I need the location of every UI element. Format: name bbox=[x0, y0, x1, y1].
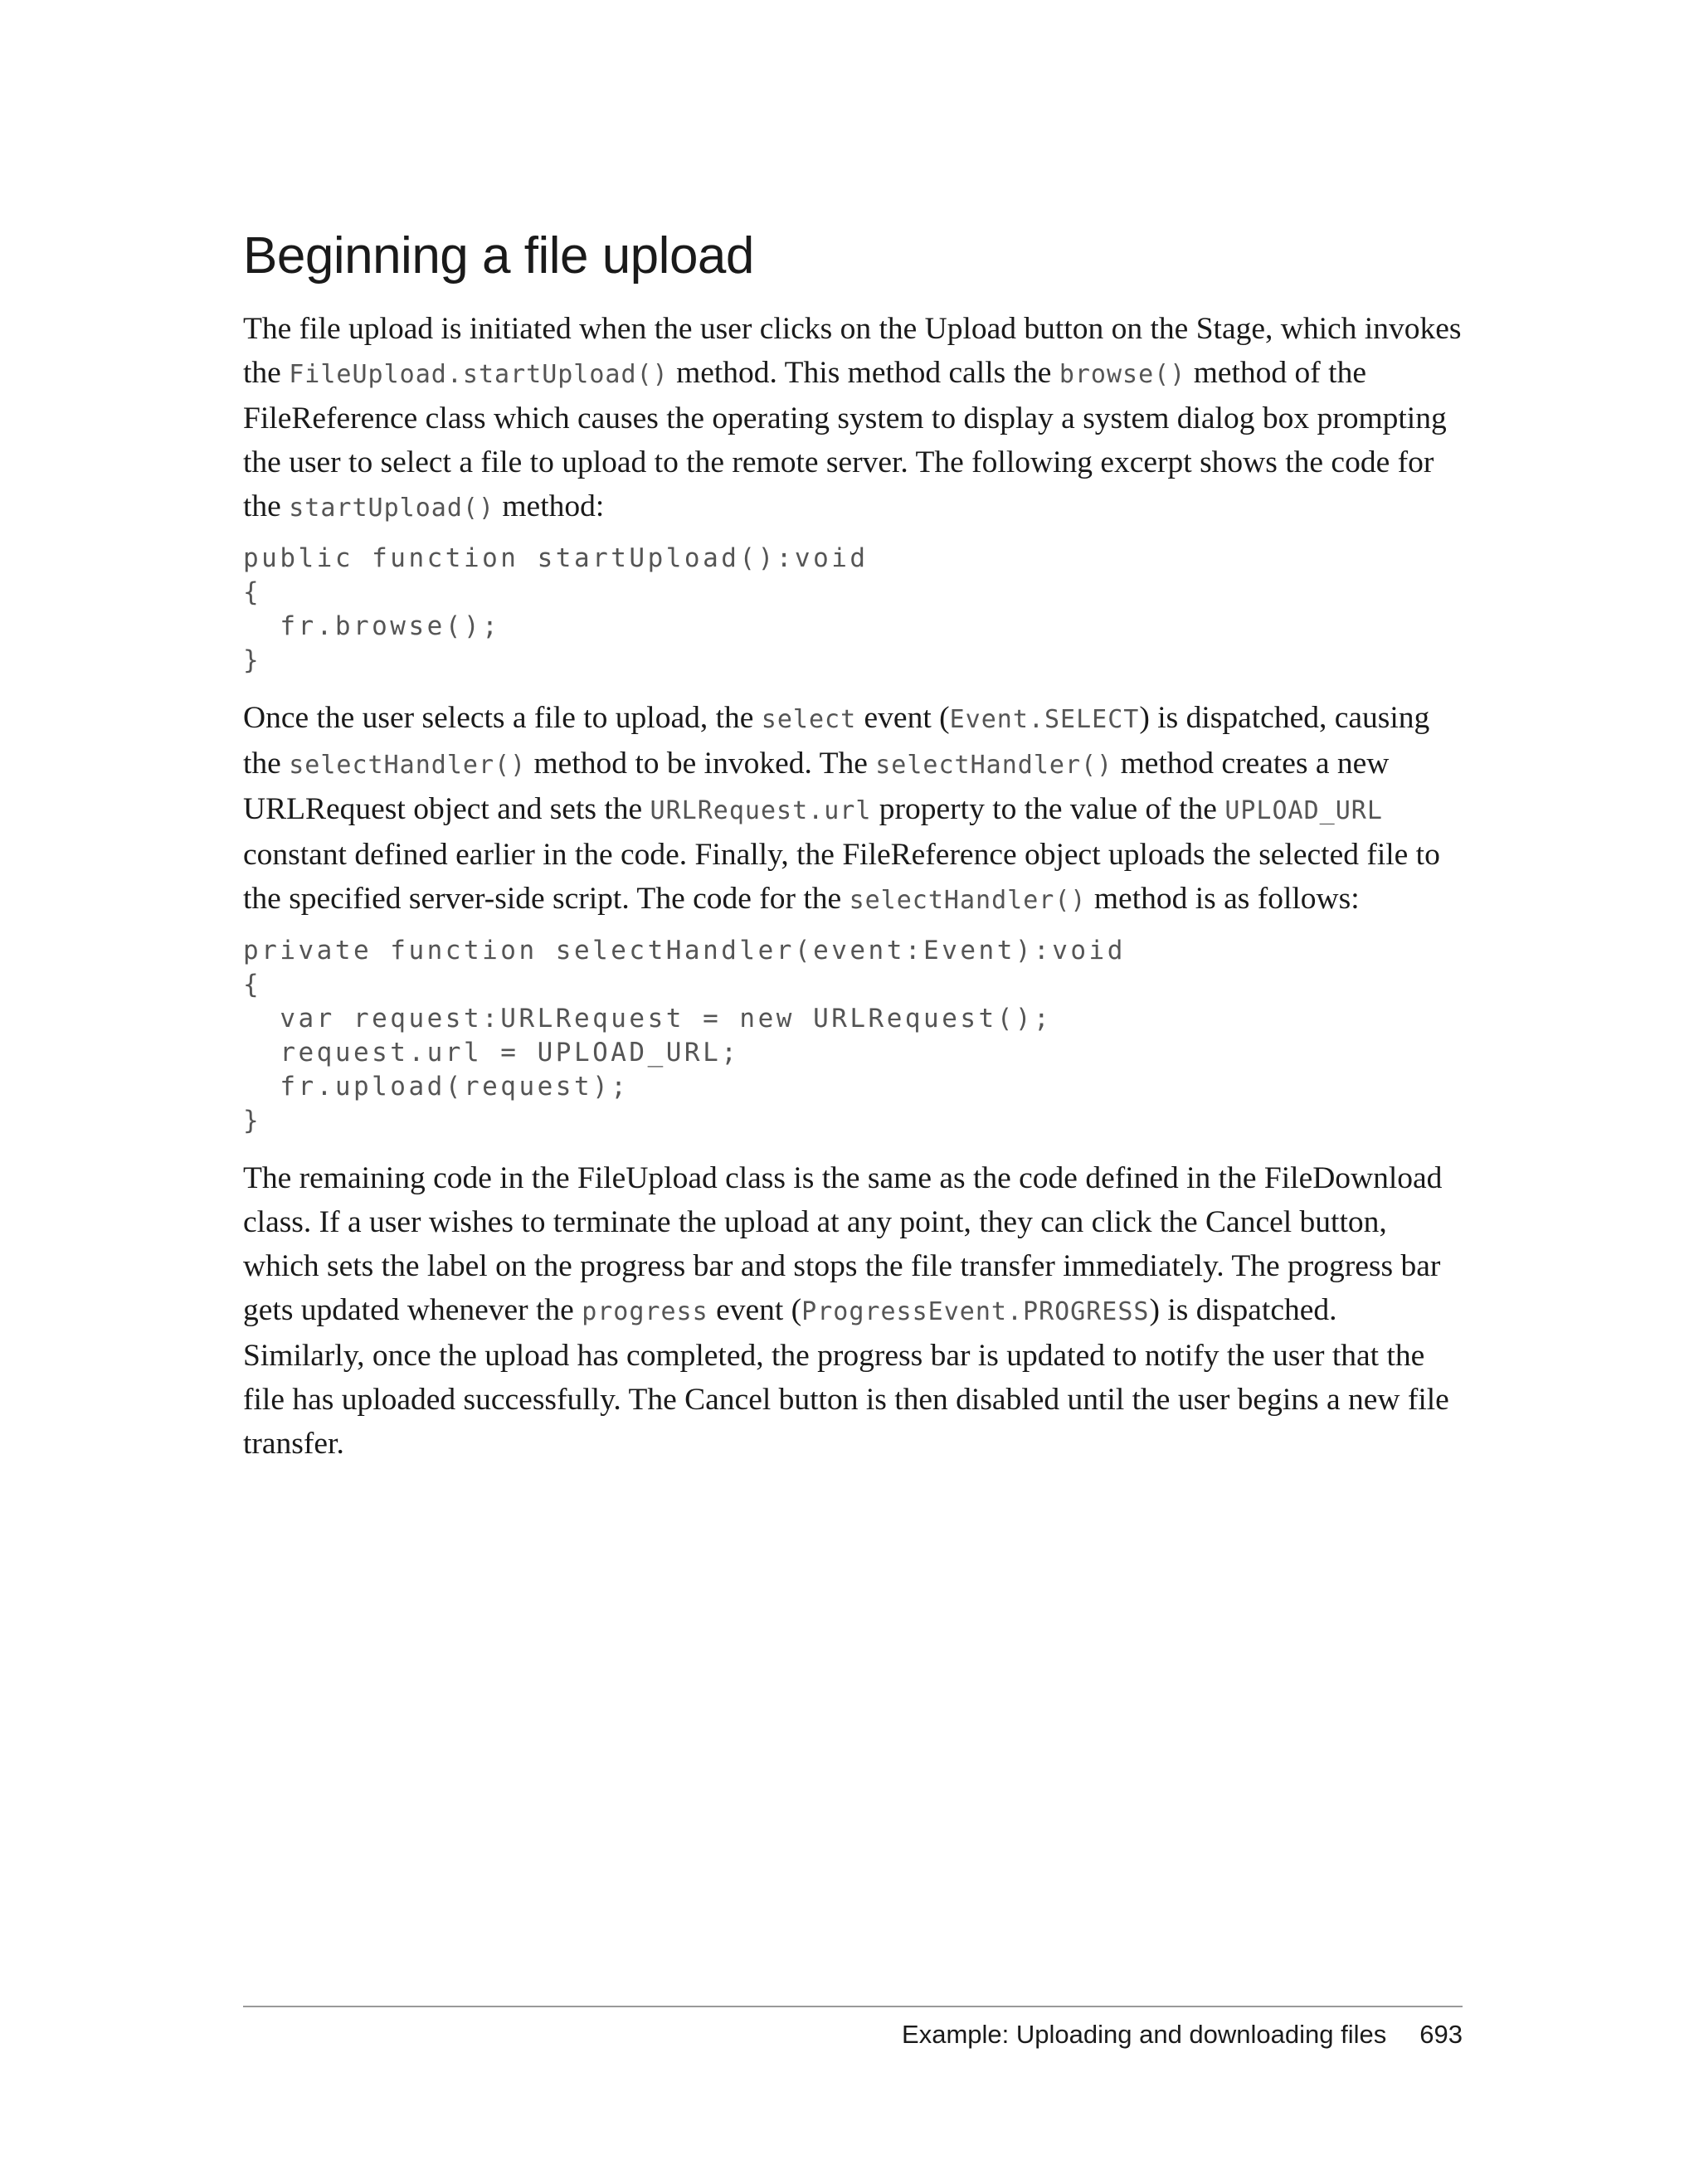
code-block-start-upload: public function startUpload():void { fr.browse(); } bbox=[243, 543, 869, 675]
text-run: method to be invoked. The bbox=[526, 747, 876, 781]
text-run: method. This method calls the bbox=[668, 356, 1059, 390]
code-block-select-handler: private function selectHandler(event:Event):void { var request:URLRequest = new URLRequest(); request.url = UPLOAD_URL; fr.upload(request); } bbox=[243, 936, 1126, 1136]
page-number: 693 bbox=[1419, 2020, 1463, 2049]
text-run: event ( bbox=[708, 1293, 802, 1327]
text-run: method creates a new URLRequest object and sets the bbox=[243, 747, 1390, 826]
inline-code: selectHandler() bbox=[289, 751, 527, 780]
text-run: The remaining code in the FileUpload class is the same as the code defined in the FileDownload class. If a user wishes to terminate the upload at any point, they can click the Cancel button, which sets the label on the progress bar and stops the file transfer immediately. The progress bar gets updated whenever the bbox=[243, 1161, 1443, 1327]
inline-code: Event.SELECT bbox=[949, 705, 1140, 734]
page-footer bbox=[902, 2020, 1463, 2050]
inline-code: ProgressEvent.PROGRESS bbox=[801, 1297, 1150, 1326]
text-run: Once the user selects a file to upload, the bbox=[243, 701, 762, 735]
text-run: ) is dispatched, causing the bbox=[243, 701, 1430, 781]
text-run: The file upload is initiated when the user clicks on the Upload button on the Stage, which invokes the bbox=[243, 312, 1462, 390]
footer-section-title: Example: Uploading and downloading files bbox=[902, 2020, 1387, 2049]
page-content bbox=[243, 222, 1463, 1477]
inline-code: progress bbox=[582, 1297, 708, 1326]
footer-divider bbox=[243, 2006, 1463, 2007]
text-run: method: bbox=[494, 489, 605, 523]
text-run: ) is dispatched. Similarly, once the upload has completed, the progress bar is updated to notify the user that the file has uploaded successfully. The Cancel button is then disabled until the user begins a new file transfer. bbox=[243, 1293, 1449, 1461]
text-run: property to the value of the bbox=[871, 792, 1225, 826]
inline-code: FileUpload.startUpload() bbox=[289, 360, 669, 389]
inline-code: select bbox=[761, 705, 857, 734]
text-run: event ( bbox=[856, 701, 950, 735]
text-run: method is as follows: bbox=[1086, 882, 1360, 916]
paragraph-remaining bbox=[243, 1156, 1463, 1466]
inline-code: startUpload() bbox=[289, 494, 495, 523]
paragraph-select-handler bbox=[243, 696, 1463, 922]
text-run: method of the FileReference class which causes the operating system to display a system dialog box prompting the user to select a file to upload to the remote server. The following excerpt shows the code for the bbox=[243, 356, 1447, 523]
inline-code: selectHandler() bbox=[875, 751, 1113, 780]
section-heading: Beginning a file upload bbox=[243, 227, 754, 285]
inline-code: selectHandler() bbox=[849, 886, 1087, 915]
inline-code: browse() bbox=[1059, 360, 1186, 389]
paragraph-intro bbox=[243, 307, 1463, 530]
inline-code: URLRequest.url bbox=[650, 796, 872, 825]
text-run: constant defined earlier in the code. Finally, the FileReference object uploads the selected file to the specified server-side script. The code for the bbox=[243, 838, 1440, 916]
inline-code: UPLOAD_URL bbox=[1224, 796, 1383, 825]
